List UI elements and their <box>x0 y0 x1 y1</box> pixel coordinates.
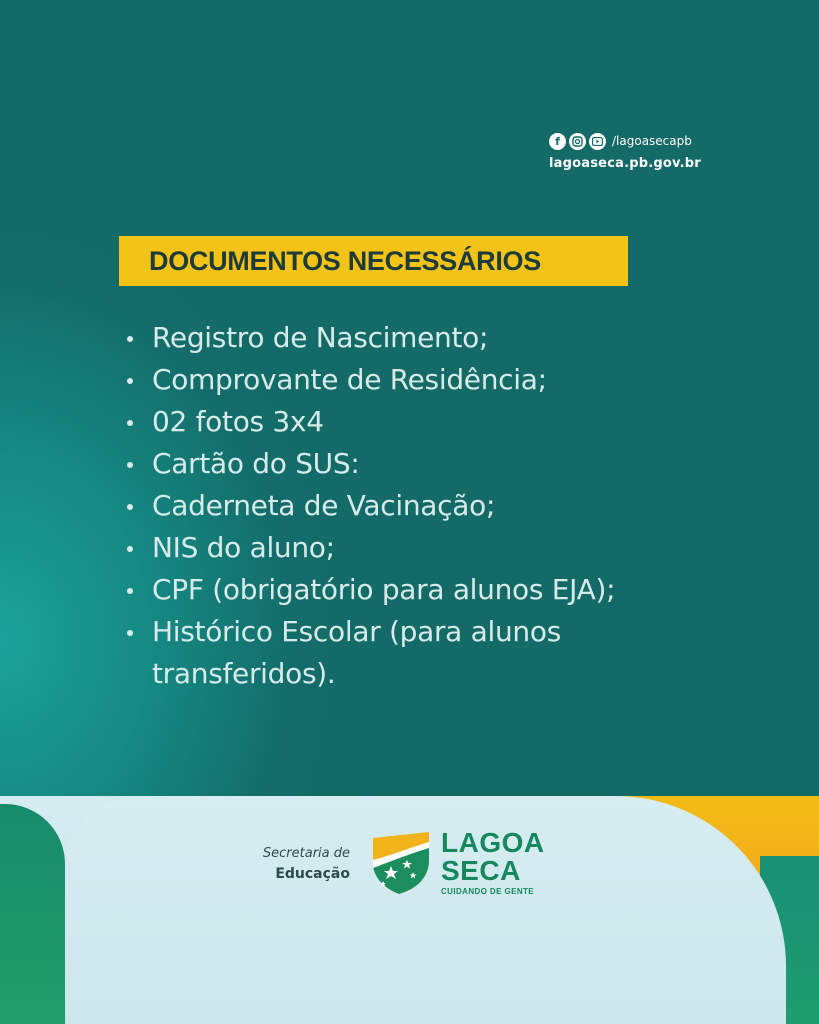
brand-tagline: CUIDANDO DE GENTE <box>441 887 535 896</box>
list-item: Registro de Nascimento; <box>125 317 765 359</box>
instagram-icon[interactable] <box>569 133 586 150</box>
facebook-icon[interactable]: f <box>549 133 566 150</box>
social-header <box>549 131 709 171</box>
secretaria-line1: Secretaria de <box>262 846 350 861</box>
brand-wordmark <box>441 829 545 898</box>
title-banner <box>119 236 628 286</box>
list-item: NIS do aluno; <box>125 527 765 569</box>
social-handle[interactable]: /lagoasecapb <box>612 134 692 148</box>
list-item: CPF (obrigatório para alunos EJA); <box>125 569 765 611</box>
youtube-icon[interactable] <box>589 133 606 150</box>
list-item: Comprovante de Residência; <box>125 359 765 401</box>
list-item: Cartão do SUS: <box>125 443 765 485</box>
brand-line2: SECA <box>441 855 521 886</box>
list-item: 02 fotos 3x4 <box>125 401 765 443</box>
documents-list <box>125 317 765 695</box>
list-item: Caderneta de Vacinação; <box>125 485 765 527</box>
page-title: DOCUMENTOS NECESSÁRIOS <box>149 245 541 276</box>
secretaria-label <box>220 845 350 885</box>
left-green-shape <box>0 804 65 1024</box>
website-link[interactable]: lagoaseca.pb.gov.br <box>549 156 701 171</box>
brand-line1: LAGOA <box>441 827 545 858</box>
secretaria-line2: Educação <box>275 866 350 882</box>
list-item: Histórico Escolar (para alunos transferidos). <box>125 611 672 695</box>
lagoa-seca-emblem-icon <box>369 830 433 896</box>
